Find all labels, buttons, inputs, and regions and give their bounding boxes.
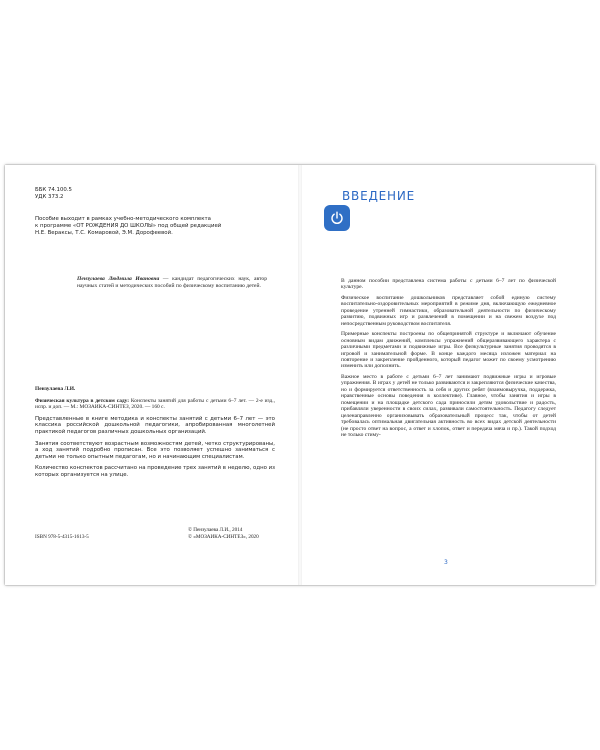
body-paragraph: В данном пособии представлена система работы с детьми 6–7 лет по физической культуре. xyxy=(341,278,556,291)
notice-line: к программе «ОТ РОЖДЕНИЯ ДО ШКОЛЫ» под общей редакцией xyxy=(35,223,222,229)
classification-codes xyxy=(35,187,72,201)
author-description: — кандидат педагогических наук, автор научных статей и методических пособий по физическому воспитанию детей. xyxy=(77,276,267,289)
right-page xyxy=(300,165,595,585)
annotation-paragraph: Представленные в книге методика и конспекты занятий с детьми 6–7 лет — это классика российской дошкольной педагогики, апробированная многолетней практикой педагогов различных дошкольных организаций. xyxy=(35,415,275,435)
annotation-paragraph: Занятия соответствуют возрастным возможностям детей, четко структурированы, а ход занятий подробно прописан. Все это позволяет успешно заниматься с детьми не только опытным педагогам, но и начинающим специалистам. xyxy=(35,440,275,460)
series-notice xyxy=(35,216,255,237)
bib-imprint: Конспекты занятий для работы с детьми 6–7 лет. — 2-е изд., испр. и доп. — М.: МОЗАИКА-СИНТЕЗ, 2020. — 160 с. xyxy=(35,397,275,411)
left-page xyxy=(5,165,300,585)
bib-title: Физическая культура в детском саду: xyxy=(35,397,130,404)
isbn: ISBN 978-5-4315-1613-5 xyxy=(35,534,89,540)
body-paragraph: Важное место в работе с детьми 6–7 лет занимают подвижные игры и игровые упражнения. В играх у детей не только развиваются и закрепляются физические качества, но и формируется ответственность за себя и других ребят (взаимовыручка, поддержка, нравственные основы поведения в коллективе). Главное, чтобы занятия и игры в помещении и на площадке детского сада приносили детям удовольствие и радость, прибавляли уверенности в своих силах, развивали самостоятельность. Педагогу следует целенаправленно организовывать образовательный процесс так, чтобы от детей требовалась оптимальная двигательная активность во всех видах детской деятельности (не просто ответ на вопрос, а ответ и хлопок, ответ и передача мяча и пр.). Такой подход не только стиму- xyxy=(341,373,556,438)
section-title: ВВЕДЕНИЕ xyxy=(342,189,415,203)
notice-line: Н.Е. Вераксы, Т.С. Комаровой, Э.М. Дорофеевой. xyxy=(35,230,173,236)
power-icon xyxy=(324,205,350,231)
bib-author: Пензулаева Л.И. xyxy=(35,386,76,392)
page-number: 3 xyxy=(444,559,448,566)
copyright-publisher: © «МОЗАИКА-СИНТЕЗ», 2020 xyxy=(188,534,259,540)
bbk-code: ББК 74.100.5 xyxy=(35,187,72,193)
introduction-body xyxy=(341,278,556,442)
notice-line: Пособие выходит в рамках учебно-методического комплекта xyxy=(35,216,211,222)
author-info xyxy=(77,276,267,290)
udk-code: УДК 373.2 xyxy=(35,194,64,200)
body-paragraph: Физическое воспитание дошкольников представляет собой единую систему воспитательно-оздоровительных мероприятий в режиме дня, включающую ежедневное проведение утренней гимнастики, образовательной деятельности по физическому развитию, подвижных игр и развлечений в помещении и на свежем воздухе под непосредственным руководством воспитателя. xyxy=(341,294,556,327)
copyright xyxy=(188,527,259,541)
book-spread xyxy=(5,165,595,585)
body-paragraph: Примерные конспекты построены по общепринятой структуре и включают обучение основным видам движений, комплексы упражнений общеразвивающего характера с различными предметами и подвижные игры. Все физкультурные занятия проводятся в игровой и занимательной форме. В конце каждого месяца изложен материал на повторение и закрепление пройденного, который педагог может по своему усмотрению изменить или дополнить. xyxy=(341,331,556,370)
annotation-paragraph: Количество конспектов рассчитано на проведение трех занятий в неделю, одно из которых организуется на улице. xyxy=(35,465,275,478)
copyright-author: © Пензулаева Л.И., 2014 xyxy=(188,527,243,533)
bib-description xyxy=(35,398,275,411)
author-name: Пензулаева Людмила Ивановна xyxy=(77,276,160,282)
bibliographic-record xyxy=(35,386,275,484)
